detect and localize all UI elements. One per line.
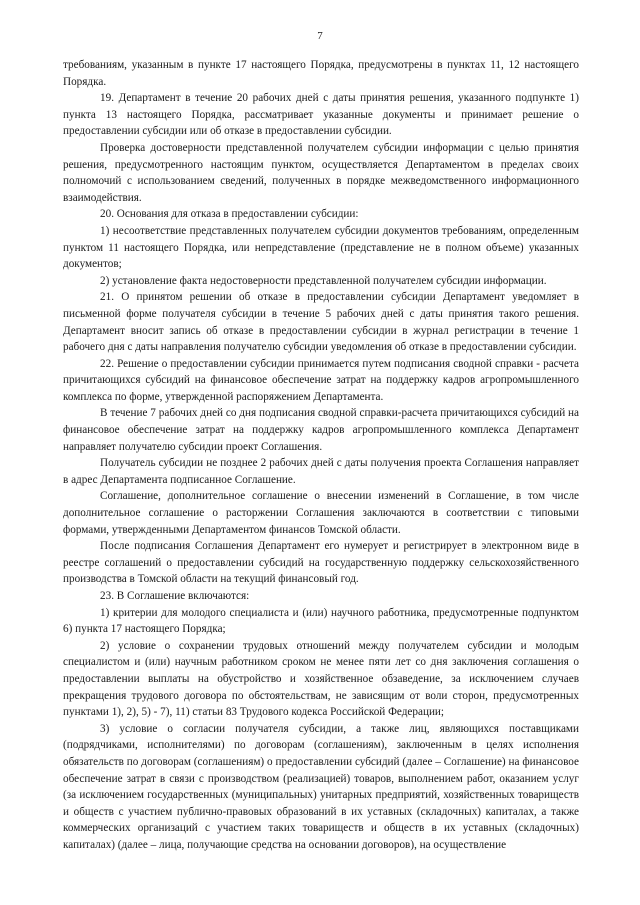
paragraph-22-forms: Соглашение, дополнительное соглашение о внесении изменений в Соглашение, в том числе дополнительное соглашение о расторжении Соглашения заключаются в соответствии с типовыми формами, утвержденными Департаментом финансов Томской области. — [63, 490, 579, 536]
paragraph-23-item-3: 3) условие о согласии получателя субсидии, а также лиц, являющихся поставщиками (подрядчиками, исполнителями) по договорам (соглашениям), заключенным в целях исполнения обязательств по договорам (соглашениям) о предоставлении субсидий (далее – Соглашение) на финансовое обеспечение затрат в связи с производством (реализацией) товаров, выполнением работ, оказанием услуг (за исключением государственных (муниципальных) унитарных предприятий, хозяйственных товариществ и обществ с участием публично-правовых образований в их уставных (складочных) капиталах, а также коммерческих организаций с участием таких товариществ и обществ в их уставных (складочных) капиталах) (далее – лица, получающие средства на основании договоров), на осуществление — [63, 722, 579, 851]
paragraph-22-project: В течение 7 рабочих дней со дня подписания сводной справки-расчета причитающихся субсидий на финансовое обеспечение затрат на поддержку кадров агропромышленного комплекса Департамент направляет получателю субсидии проект Соглашения. — [63, 407, 579, 453]
paragraph-21: 21. О принятом решении об отказе в предоставлении субсидии Департамент уведомляет в письменной форме получателя субсидии в течение 5 рабочих дней с даты принятия такого решения. Департамент вносит запись об отказе в предоставлении субсидии в журнал регистрации в течение 1 рабочего дня с даты направления получателю субсидии уведомления об отказе в предоставлении субсидии. — [63, 291, 579, 354]
paragraph-19-verification: Проверка достоверности представленной получателем субсидии информации с целью принятия решения, предусмотренного настоящим пунктом, осуществляется Департаментом в пределах своих полномочий с использованием сведений, полученных в порядке межведомственного информационного взаимодействия. — [63, 141, 579, 204]
paragraph-19: 19. Департамент в течение 20 рабочих дней с даты принятия решения, указанного подпункте 1) пункта 13 настоящего Порядка, рассматривает указанные документы и принимает решение о предоставлении субсидии или об отказе в предоставлении субсидии. — [63, 92, 579, 138]
paragraph-23-heading: 23. В Соглашение включаются: — [100, 590, 250, 602]
paragraph-20-item-2: 2) установление факта недостоверности представленной получателем субсидии информации. — [100, 274, 547, 287]
paragraph-22-signing: Получатель субсидии не позднее 2 рабочих дней с даты получения проекта Соглашения направляет в адрес Департамента подписанное Соглашение. — [63, 457, 579, 486]
paragraph-continuation: требованиям, указанным в пункте 17 настоящего Порядка, предусмотрены в пунктах 11, 12 настоящего Порядка. — [63, 59, 579, 88]
paragraph-22-registration: После подписания Соглашения Департамент его нумерует и регистрирует в электронном виде в реестре соглашений о предоставлении субсидий на государственную поддержку сельскохозяйственного производства в Томской области на текущий финансовый год. — [63, 540, 579, 586]
paragraph-23-item-1: 1) критерии для молодого специалиста и (или) научного работника, предусмотренные подпунктом 6) пункта 17 настоящего Порядка; — [63, 606, 579, 636]
paragraph-20-heading: 20. Основания для отказа в предоставлении субсидии: — [100, 208, 359, 221]
paragraph-22: 22. Решение о предоставлении субсидии принимается путем подписания сводной справки - расчета причитающихся субсидий на финансовое обеспечение затрат на поддержку кадров агропромышленного комплекса по форме, утвержденной распоряжением Департамента. — [63, 357, 579, 403]
paragraph-20-item-1: 1) несоответствие представленных получателем субсидии документов требованиям, определенным пунктом 11 настоящего Порядка, или непредставление (представление не в полном объеме) указанных документов; — [63, 224, 579, 271]
document-body — [63, 57, 579, 854]
paragraph-23-item-2: 2) условие о сохранении трудовых отношений между получателем субсидии и молодым специалистом и (или) научным работником сроком не менее пяти лет со дня заключения соглашения о предоставлении выплаты на обустройство и хозяйственное обзаведение, за исключением случаев прекращения трудового договора по обстоятельствам, не зависящим от воли сторон, предусмотренных пунктами 1), 2), 5) - 7), 11) статьи 83 Трудового кодекса Российской Федерации; — [63, 639, 579, 719]
page-number: 7 — [317, 30, 323, 42]
